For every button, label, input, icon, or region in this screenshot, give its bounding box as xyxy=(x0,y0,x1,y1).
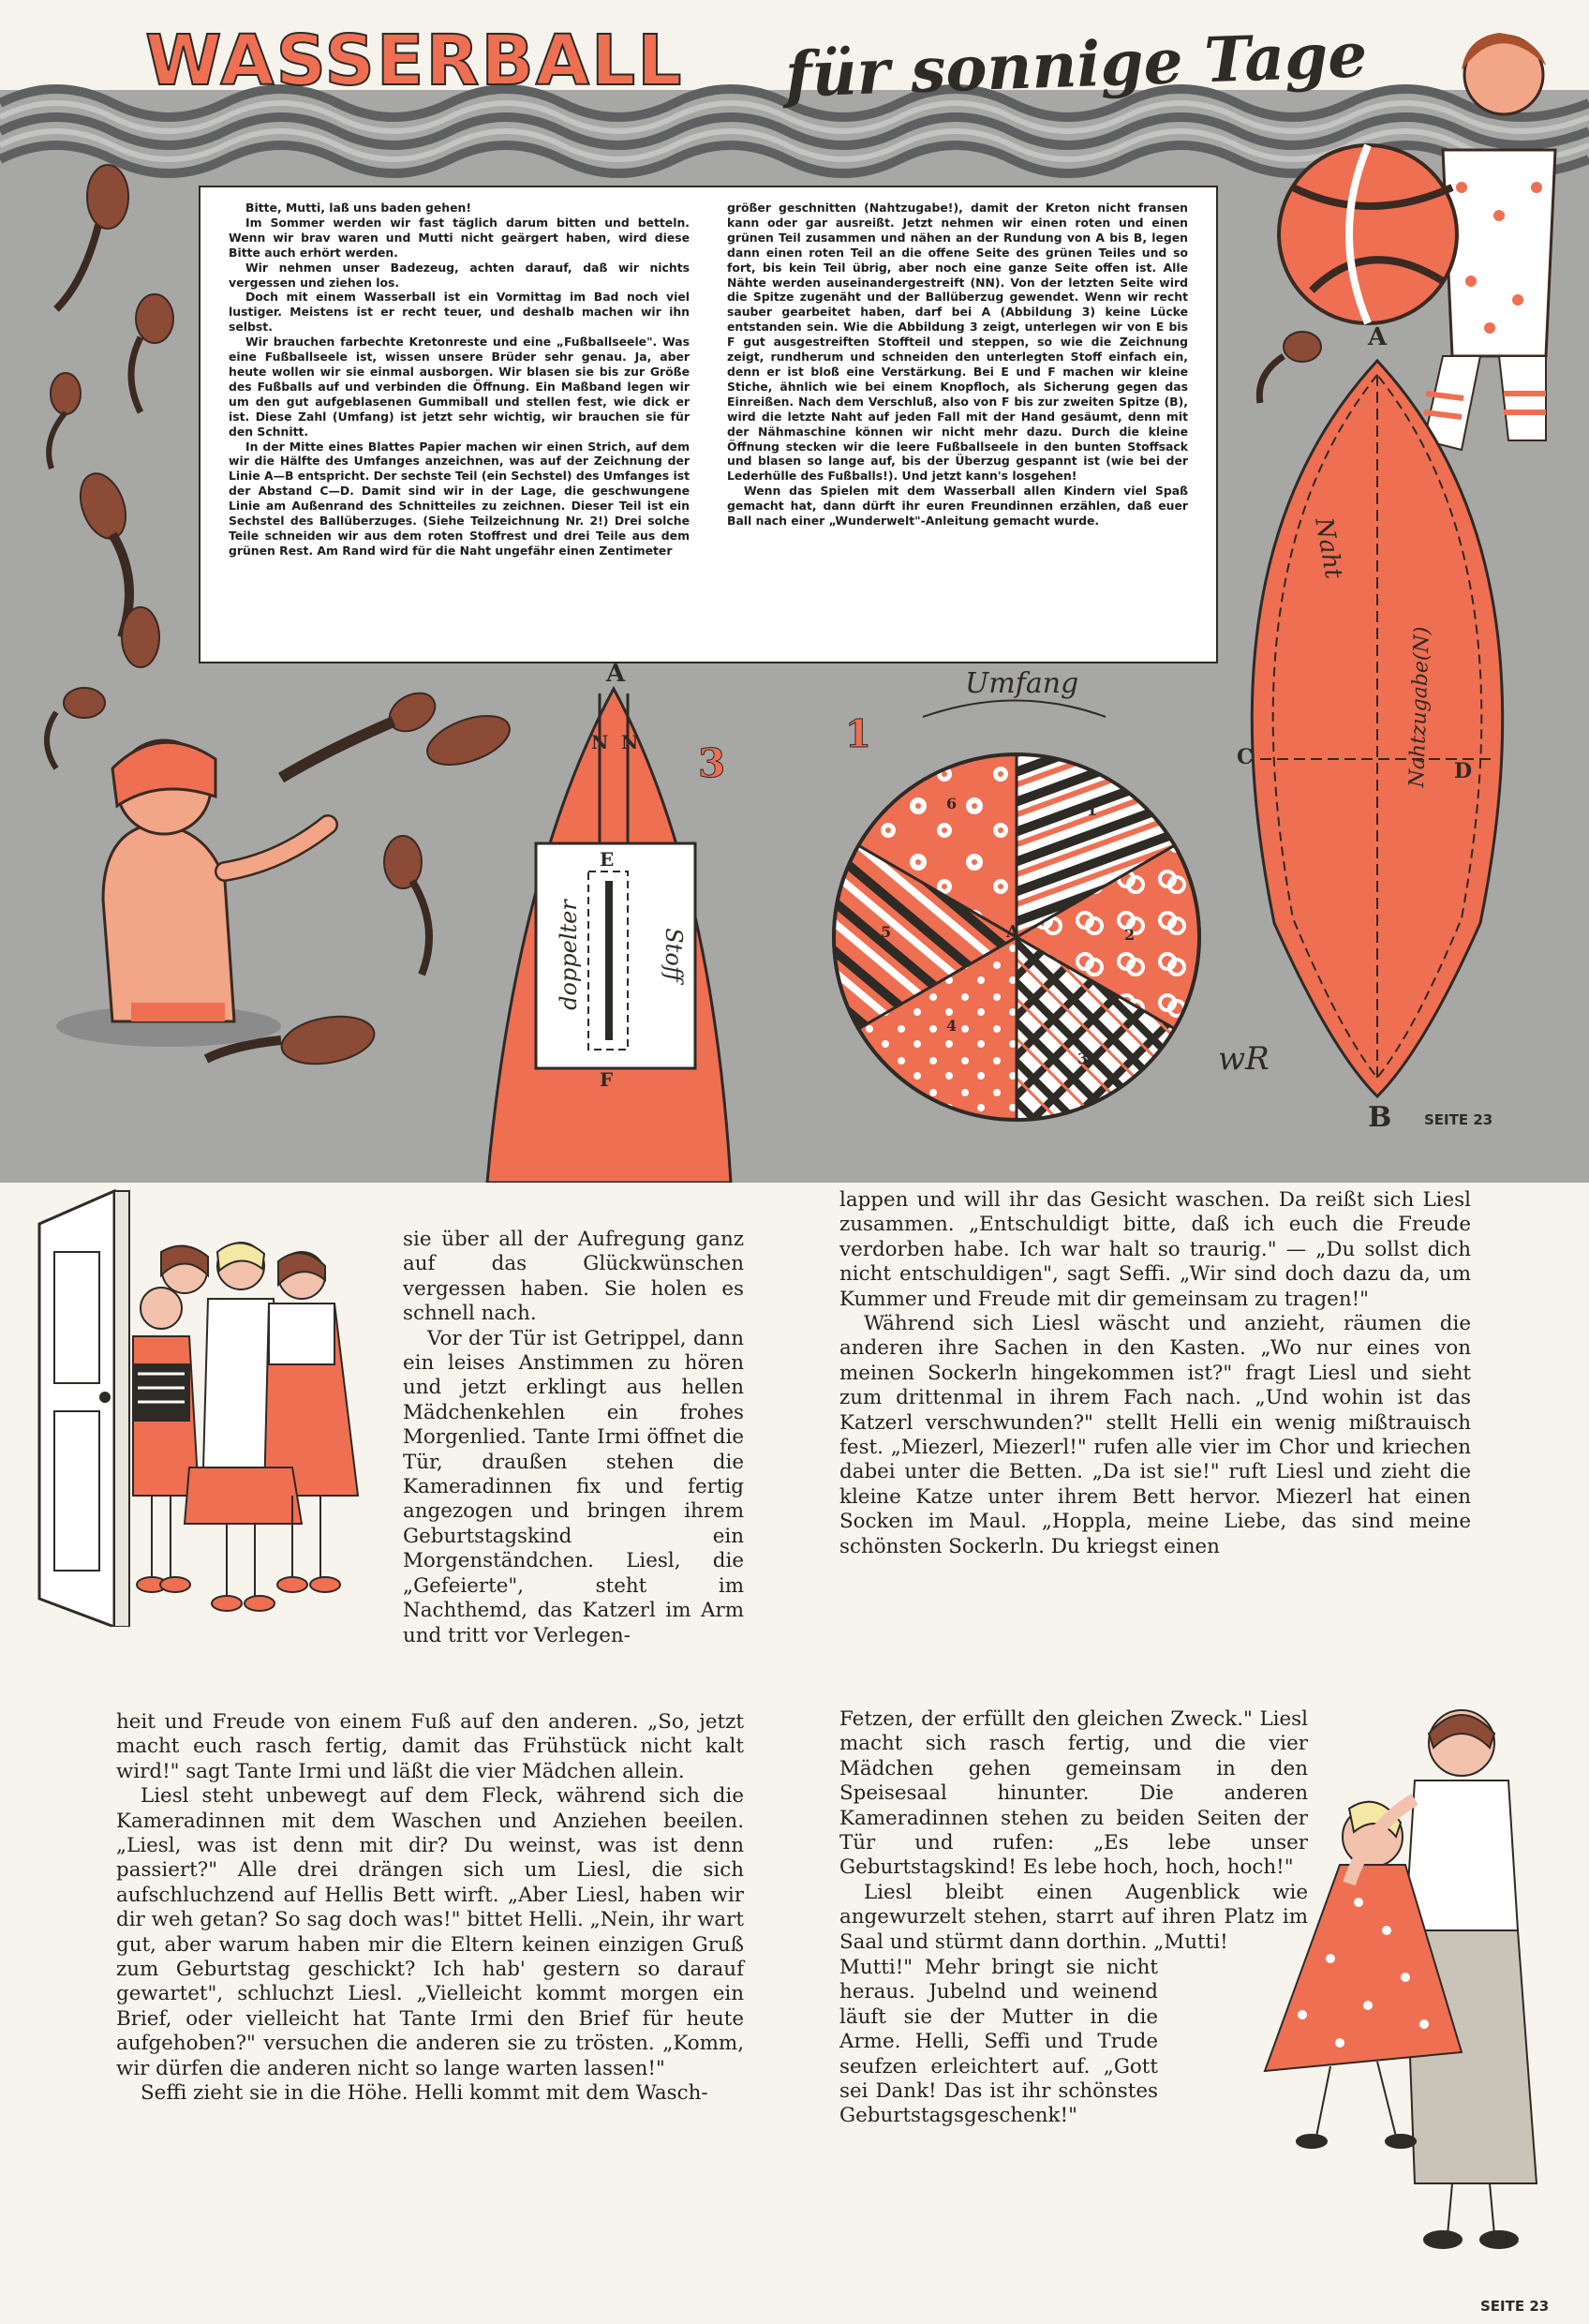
story-paragraph: Vor der Tür ist Getrippel, dann ein leises Anstimmen zu hören und jetzt erklingt aus hellen Mädchenkehlen ein frohes Morgenlied. Tante Irmi öffnet die Tür, draußen stehen die Kameradinnen fix und fertig angezogen und bringen ihrem Geburtstagskind ein Morgenständchen. Liesl, die „Gefeierte", steht im Nachthemd, das Katzerl im Arm und tritt vor Verlegen- xyxy=(403,1326,744,1647)
label-nahtzugabe: Nahtzugabe(N) xyxy=(1405,626,1434,788)
story-paragraph: Liesl bleibt einen Augenblick wie angewurzelt stehen, starrt auf ihren Platz im Saal und stürmt dann dorthin. „Mutti! xyxy=(839,1880,1308,1954)
story-column-2-middle xyxy=(839,1707,1308,1955)
sector-number-3: 3 xyxy=(1077,1050,1089,1067)
label-naht: Naht xyxy=(1309,515,1348,581)
title-subtitle: für sonnige Tage xyxy=(783,18,1369,112)
label-a-center: A xyxy=(1006,922,1019,942)
figure-number-3: 3 xyxy=(698,740,726,786)
instructions-paragraph: Wir nehmen unser Badezeug, achten darauf, daß wir nichts vergessen und ziehen los. xyxy=(229,260,690,290)
page-number-top: SEITE 23 xyxy=(1424,1111,1493,1128)
figure-number-1: 1 xyxy=(845,712,871,756)
instructions-paragraph: Wenn das Spielen mit dem Wasserball allen Kindern viel Spaß gemacht hat, dann dürft ihr euren Freundinnen erzählen, daß euer Ball nach einer „Wunderwelt"-Anleitung gemacht wurde. xyxy=(727,484,1188,529)
instructions-paragraph: Im Sommer werden wir fast täglich darum bitten und betteln. Wenn wir brav waren und Mutti nicht geärgert haben, wird diese Bitte auch erhört werden. xyxy=(229,215,690,260)
story-column-2-bottom xyxy=(839,1956,1158,2129)
instructions-paragraph: Bitte, Mutti, laß uns baden gehen! xyxy=(245,201,472,215)
label-c: C xyxy=(1237,745,1254,769)
sector-number-2: 2 xyxy=(1124,926,1136,944)
sector-number-1: 1 xyxy=(1087,801,1098,819)
label-stoff: Stoff xyxy=(660,928,687,982)
instructions-paragraph: In der Mitte eines Blattes Papier machen wir einen Strich, auf dem wir die Hälfte des Umfanges anzeichnen, was auf der Zeichnung der Linie A—B entspricht. Der sechste Teil (ein Sechstel) des Umfanges ist der Abstand C—D. Damit sind wir in der Lage, die geschwungene Linie am Außenrand des Schnitteiles zu zeichnen. Dieser Teil ist ein Sechstel des Ballüberzuges. (Siehe Teilzeichnung Nr. 2!) Drei solche Teile schneiden wir aus dem roten Stoffrest und drei Teile aus dem grünen Rest. Am Rand wird für die Naht ungefähr einen Zentimeter xyxy=(229,439,690,558)
story-paragraph: Während sich Liesl wäscht und anzieht, räumen die anderen ihre Sachen in den Kasten. „Wo nur eines von meinen Sockerln hingekommen ist?" fragt Liesl und sieht zum drittenmal in ihrem Fach nach. „Und wohin ist das Katzerl verschwunden?" stellt Helli ein wenig mißtrauisch fest. „Miezerl, Miezerl!" rufen alle vier im Chor und kriechen dabei unter die Betten. „Da ist sie!" ruft Liesl und zieht die kleine Katze unter ihrem Bett hervor. Miezerl hat einen Socken im Maul. „Hoppla, meine Liebe, das sind meine schönsten Sockerln. Du kriegst einen xyxy=(839,1312,1471,1558)
wasserball-icon xyxy=(1279,145,1457,323)
label-umfang: Umfang xyxy=(965,667,1079,700)
label-n-left: N xyxy=(591,731,609,753)
label-f: F xyxy=(600,1068,614,1091)
story-paragraph: Fetzen, der erfüllt den gleichen Zweck." Liesl macht sich rasch fertig, und die vier Mädchen gehen gemeinsam in den Speisesaal hinunter. Die anderen Kameradinnen stehen zu beiden Seiten der Tür und rufen: „Es lebe unser Geburtstagskind! Es lebe hoch, hoch, hoch!" xyxy=(839,1707,1308,1880)
instructions-paragraph: Doch mit einem Wasserball ist ein Vormittag im Bad noch viel lustiger. Meistens ist er recht teuer, und deshalb machen wir ihn selbst. xyxy=(229,290,690,335)
label-b: B xyxy=(1368,1101,1392,1134)
story-paragraph: Seffi zieht sie in die Höhe. Helli kommt mit dem Wasch- xyxy=(141,2081,708,2106)
instructions-paragraph: größer geschnitten (Nahtzugabe!), damit der Kreton nicht fransen kann oder gar ausreißt. Jetzt nehmen wir einen roten und einen grünen Teil zusammen und nähen an der Rundung von A bis B, legen dann einen roten Teil an die offene Seite des grünen Teiles und so fort, bis kein Teil übrig, aber noch eine ganze Seite offen ist. Alle Nähte werden auseinandergestreift (NN). Von der letzten Seite wird die Spitze zugenäht und der Ballüberzug gewendet. Wenn wir recht sauber gearbeitet haben, darf bei A (Abbildung 3) keine Lücke entstanden sein. Wie die Abbildung 3 zeigt, unterlegen wir von E bis F gut ausgestreiften Stoffteil und steppen, so wie die Zeichnung zeigt, rundherum und schneiden den unterlegten Stoff einfach ein, denn er ist bloß eine Verstärkung. Bei E und F machen wir kleine Stiche, ähnlich wie bei einem Knopfloch, als Sicherung gegen das Einreißen. Nach dem Verschluß, also von F bis zur zweiten Spitze (B), wird die letzte Naht auf jeden Fall mit der Hand gesäumt, denn mit der Nähmaschine können wir nicht mehr dazu. Durch die kleine Öffnung stecken wir die leere Fußballseele in den bunten Stoffsack und blasen so lange auf, bis der Überzug gespannt ist (wie bei der Lederhülle des Fußballs!). Und jetzt kann's losgehen! xyxy=(727,201,1188,484)
story-section xyxy=(0,1183,1589,2324)
title-wasserball: WASSERBALL xyxy=(145,21,684,101)
story-paragraph: sie über all der Aufregung ganz auf das Glückwünschen vergessen haben. Sie holen es schnell nach. xyxy=(403,1228,744,1326)
story-paragraph: lappen und will ihr das Gesicht waschen. Da reißt sich Liesl zusammen. „Entschuldigt bitte, daß ich euch die Freude verdorben habe. Ich war halt so traurig." — „Du sollst dich nicht entschuldigen", sagt Seffi. „Wir sind doch dazu da, um Kummer und Freude mit dir gemeinsam zu tragen!" xyxy=(839,1188,1471,1311)
label-e: E xyxy=(600,848,615,871)
story-paragraph: heit und Freude von einem Fuß auf den anderen. „So, jetzt macht euch rasch fertig, damit das Frühstück nicht kalt wird!" sagt Tante Irmi und läßt die vier Mädchen allein. xyxy=(116,1710,744,1783)
story-column-1-bottom xyxy=(116,1710,744,2107)
story-column-1-top xyxy=(403,1228,744,1648)
door-with-girls-illustration xyxy=(21,1186,377,1627)
story-column-2-top xyxy=(839,1188,1471,1559)
sector-number-6: 6 xyxy=(946,795,958,812)
instructions-textbox xyxy=(199,186,1218,663)
sector-number-5: 5 xyxy=(881,923,892,941)
label-a-fig3: A xyxy=(606,660,626,688)
instructions-column-1 xyxy=(229,201,690,648)
artist-signature: wR xyxy=(1218,1040,1270,1078)
label-d: D xyxy=(1454,759,1473,783)
instructions-column-2 xyxy=(727,201,1188,648)
story-paragraph: Mutti!" Mehr bringt sie nicht heraus. Jubelnd und weinend läuft sie der Mutter in die Arme. Helli, Seffi und Trude seufzen erleichtert auf. „Gott sei Dank! Das ist ihr schönstes Geburtstagsgeschenk!" xyxy=(839,1956,1158,2128)
label-a-fig2: A xyxy=(1368,323,1388,351)
instructions-paragraph: Wir brauchen farbechte Kretonreste und eine „Fußballseele". Was eine Fußballseele ist, wissen unsere Brüder sehr genau. Ja, aber heute wollen wir sie einmal ausborgen. Wir blasen sie bis zur Größe des Fußballs auf und verbinden die Öffnung. Ein Maßband legen wir um den gut aufgeblasenen Gummiball und stellen fest, wie dick er ist. Diese Zahl (Umfang) ist jetzt sehr wichtig, wir brauchen sie für den Schnitt. xyxy=(229,335,690,439)
label-doppelter: doppelter xyxy=(555,900,582,1010)
label-n-right: N xyxy=(621,731,639,753)
sector-number-4: 4 xyxy=(946,1017,958,1035)
story-paragraph: Liesl steht unbewegt auf dem Fleck, während sich die Kameradinnen mit dem Waschen und Anziehen beeilen. „Liesl, was ist denn mit dir? Du weinst, was ist denn passiert?" Alle drei drängen sich um Liesl, die sich aufschluchzend auf Hellis Bett wirft. „Aber Liesl, haben wir dir weh getan? So sag doch was!" bittet Helli. „Nein, ihr wart gut, aber warum haben mir die Eltern keinen einzigen Gruß zum Geburtstag geschickt? Ich hab' gestern so darauf gewartet", schluchzt Liesl. „Vielleicht kommt morgen ein Brief, oder vielleicht hat Tante Irmi den Brief für heute aufgehoben?" versuchen die anderen sie zu trösten. „Komm, wir dürfen die anderen nicht so lange warten lassen!" xyxy=(116,1784,744,2080)
page-number-bottom: SEITE 23 xyxy=(1480,2298,1550,2315)
